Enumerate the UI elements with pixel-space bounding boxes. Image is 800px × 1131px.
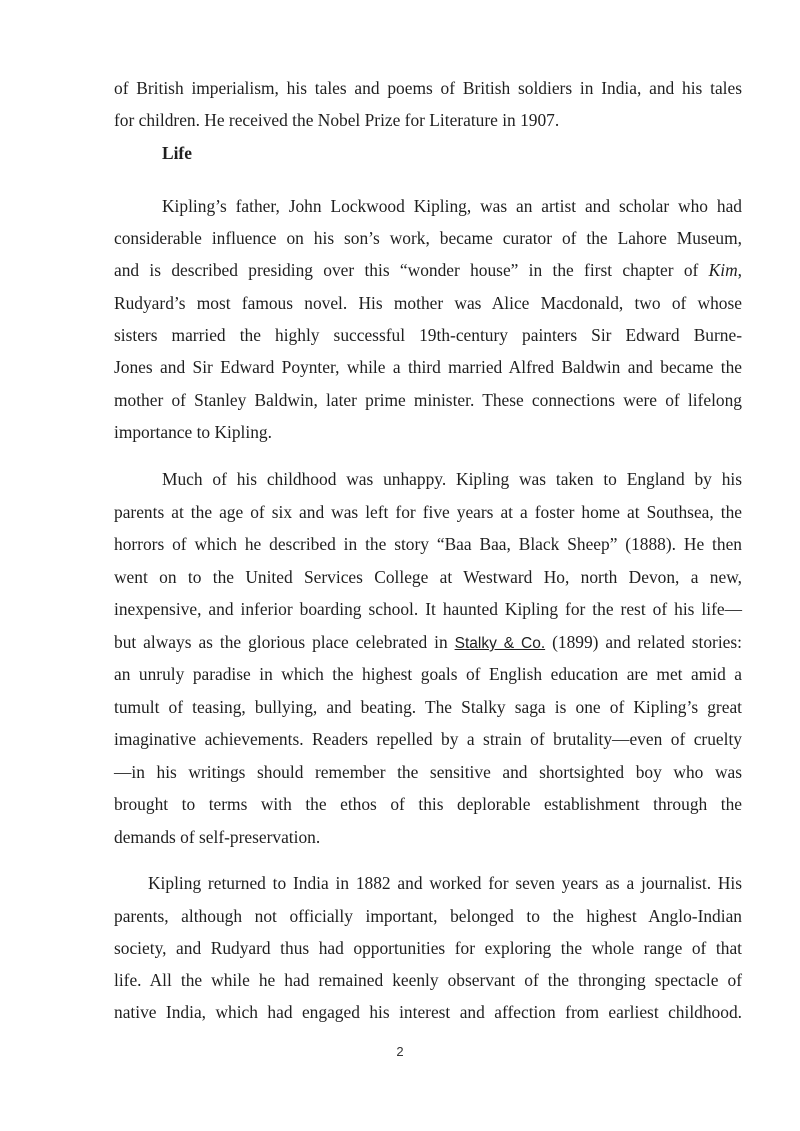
intro-line-1: of British imperialism, his tales and poems of British soldiers in India, and his tales xyxy=(114,78,742,98)
paragraph-line: life. All the while he had remained keenly observant of the thronging spectacle of xyxy=(114,970,742,990)
book-title-kim: Kim xyxy=(708,260,738,280)
text-segment: (1899) and related stories: xyxy=(545,632,742,652)
paragraph-line: Rudyard’s most famous novel. His mother was Alice Macdonald, two of whose xyxy=(114,293,742,313)
stalky-and-co-link[interactable]: Stalky & Co. xyxy=(454,635,546,652)
paragraph-line xyxy=(114,626,742,658)
paragraph-line: imaginative achievements. Readers repelled by a strain of brutality—even of cruelty xyxy=(114,729,742,749)
paragraph-line xyxy=(114,254,742,286)
paragraph-line: considerable influence on his son’s work, became curator of the Lahore Museum, xyxy=(114,228,742,248)
paragraph-line: Kipling’s father, John Lockwood Kipling, was an artist and scholar who had xyxy=(162,196,742,216)
paragraph-line: Jones and Sir Edward Poynter, while a third married Alfred Baldwin and became the xyxy=(114,357,742,377)
paragraph-line: horrors of which he described in the story “Baa Baa, Black Sheep” (1888). He then xyxy=(114,534,742,554)
paragraph-line: tumult of teasing, bullying, and beating. The Stalky saga is one of Kipling’s great xyxy=(114,697,742,717)
paragraph-line: an unruly paradise in which the highest goals of English education are met amid a xyxy=(114,664,742,684)
intro-line-2: for children. He received the Nobel Prize for Literature in 1907. xyxy=(114,110,560,130)
paragraph-line: brought to terms with the ethos of this deplorable establishment through the xyxy=(114,794,742,814)
paragraph-line: mother of Stanley Baldwin, later prime minister. These connections were of lifelong xyxy=(114,390,742,410)
text-segment: , xyxy=(737,260,742,280)
paragraph-line: Much of his childhood was unhappy. Kipling was taken to England by his xyxy=(162,469,742,489)
paragraph-line: —in his writings should remember the sensitive and shortsighted boy who was xyxy=(114,762,742,782)
paragraph-line: Kipling returned to India in 1882 and worked for seven years as a journalist. His xyxy=(148,873,742,893)
text-segment: but always as the glorious place celebrated in xyxy=(114,632,455,652)
paragraph-line: importance to Kipling. xyxy=(114,422,272,442)
paragraph-line: society, and Rudyard thus had opportunities for exploring the whole range of that xyxy=(114,938,742,958)
paragraph-line: demands of self-preservation. xyxy=(114,827,321,847)
text-segment: and is described presiding over this “wonder house” in the first chapter of xyxy=(114,260,709,280)
paragraph-line: inexpensive, and inferior boarding school. It haunted Kipling for the rest of his life— xyxy=(114,599,742,619)
paragraph-line: native India, which had engaged his interest and affection from earliest childhood. xyxy=(114,1002,742,1022)
paragraph-line: sisters married the highly successful 19th-century painters Sir Edward Burne- xyxy=(114,325,742,345)
page-number: 2 xyxy=(396,1044,404,1059)
paragraph-line: went on to the United Services College at Westward Ho, north Devon, a new, xyxy=(114,567,742,587)
paragraph-line: parents at the age of six and was left for five years at a foster home at Southsea, the xyxy=(114,502,742,522)
section-heading: Life xyxy=(162,143,192,163)
paragraph-line: parents, although not officially important, belonged to the highest Anglo-Indian xyxy=(114,906,742,926)
